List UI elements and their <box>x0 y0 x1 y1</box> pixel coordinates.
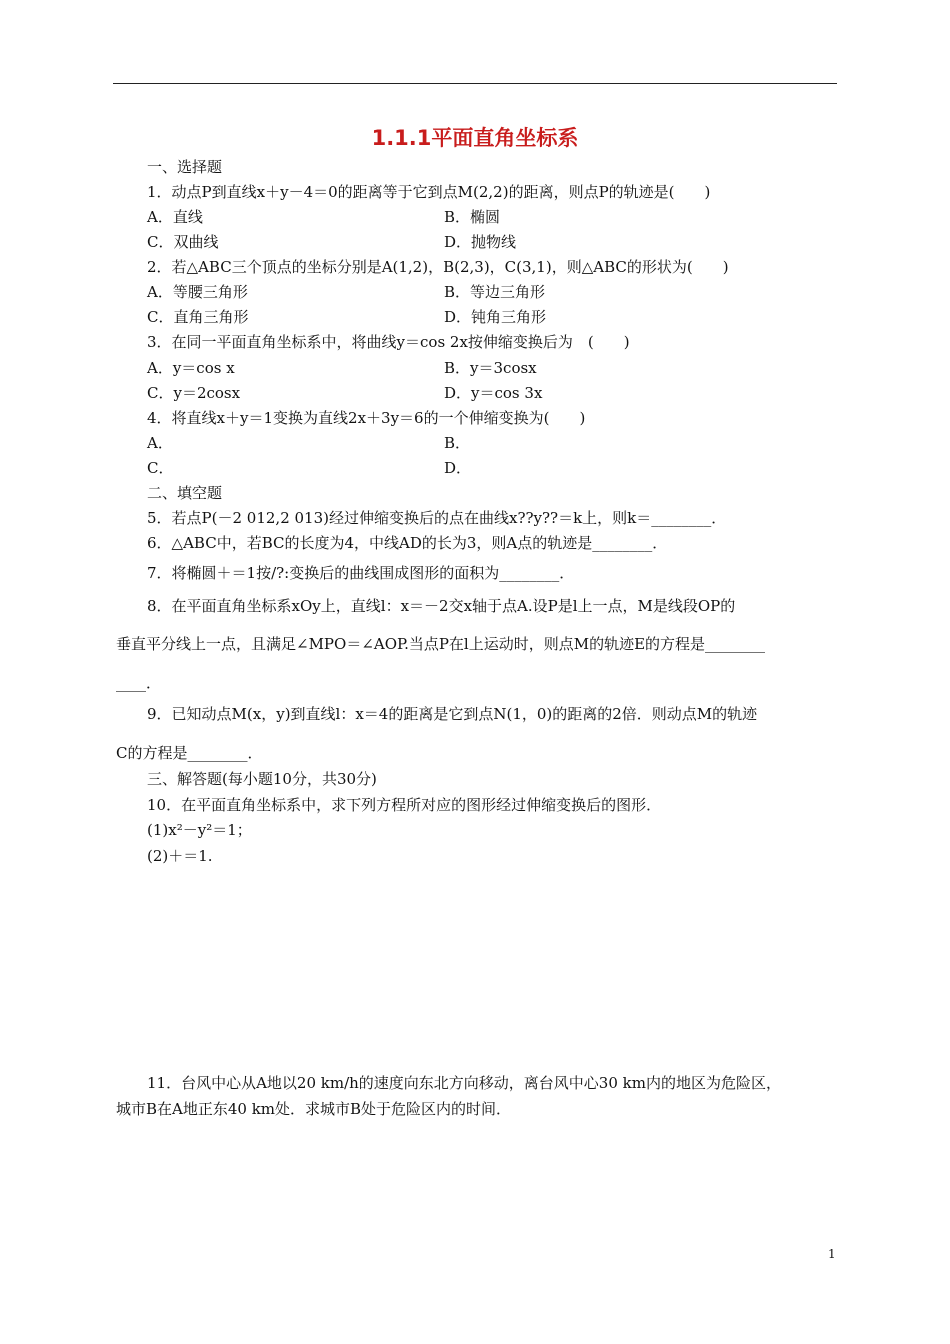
q8-line1: 8．在平面直角坐标系xOy上，直线l：x＝－2交x轴于点A.设P是l上一点，M是线段OP的 <box>147 597 736 615</box>
q10-part1: (1)x²－y²＝1； <box>147 821 252 839</box>
q3-stem: 3．在同一平面直角坐标系中，将曲线y＝cos 2x按伸缩变换后为 ( ) <box>147 333 630 351</box>
q3-option-b: B．y＝3cosx <box>444 359 537 377</box>
q9-line1: 9．已知动点M(x，y)到直线l：x＝4的距离是它到点N(1，0)的距离的2倍．则动点M的轨迹 <box>147 705 758 723</box>
q10-part2: (2)＋＝1. <box>147 847 213 865</box>
q1-option-d: D．抛物线 <box>444 233 517 251</box>
section-choice: 一、选择题 <box>147 158 223 176</box>
page-title: 1.1.1平面直角坐标系 <box>371 126 579 150</box>
q9-line2: C的方程是________． <box>116 744 263 762</box>
q1-stem: 1．动点P到直线x＋y－4＝0的距离等于它到点M(2,2)的距离，则点P的轨迹是( ) <box>147 183 711 201</box>
q1-option-b: B．椭圆 <box>444 208 501 226</box>
q7: 7．将椭圆＋＝1按/?:变换后的曲线围成图形的面积为________． <box>147 564 575 582</box>
header-rule <box>113 83 837 84</box>
q2-option-c: C．直角三角形 <box>147 308 249 326</box>
q3-option-d: D．y＝cos 3x <box>444 384 543 402</box>
q4-stem: 4．将直线x＋y＝1变换为直线2x＋3y＝6的一个伸缩变换为( ) <box>147 409 586 427</box>
q6: 6．△ABC中，若BC的长度为4，中线AD的长为3，则A点的轨迹是________． <box>147 534 668 552</box>
q1-option-c: C．双曲线 <box>147 233 219 251</box>
q2-option-b: B．等边三角形 <box>444 283 546 301</box>
q2-stem: 2．若△ABC三个顶点的坐标分别是A(1,2)，B(2,3)，C(3,1)，则△ABC的形状为( ) <box>147 258 729 276</box>
q3-option-c: C．y＝2cosx <box>147 384 241 402</box>
q4-option-a: A． <box>147 434 173 452</box>
section-solve: 三、解答题(每小题10分，共30分) <box>147 770 377 788</box>
q8-line3: ____． <box>116 674 162 692</box>
q10-stem: 10．在平面直角坐标系中，求下列方程所对应的图形经过伸缩变换后的图形． <box>147 796 662 814</box>
q8-line2: 垂直平分线上一点，且满足∠MPO＝∠AOP.当点P在l上运动时，则点M的轨迹E的方程是________ <box>116 635 766 653</box>
q5: 5．若点P(－2 012,2 013)经过伸缩变换后的点在曲线x??y??＝k上，则k＝________． <box>147 509 727 527</box>
q1-option-a: A．直线 <box>147 208 203 226</box>
section-fill: 二、填空题 <box>147 484 223 502</box>
q11-line1: 11．台风中心从A地以20 km/h的速度向东北方向移动，离台风中心30 km内的地区为危险区， <box>147 1074 781 1092</box>
q4-option-b: B． <box>444 434 471 452</box>
page-number: 1 <box>828 1247 836 1261</box>
q11-line2: 城市B在A地正东40 km处．求城市B处于危险区内的时间． <box>116 1100 512 1118</box>
q2-option-d: D．钝角三角形 <box>444 308 547 326</box>
q4-option-c: C． <box>147 459 174 477</box>
q4-option-d: D． <box>444 459 472 477</box>
q2-option-a: A．等腰三角形 <box>147 283 248 301</box>
q3-option-a: A．y＝cos x <box>147 359 235 377</box>
